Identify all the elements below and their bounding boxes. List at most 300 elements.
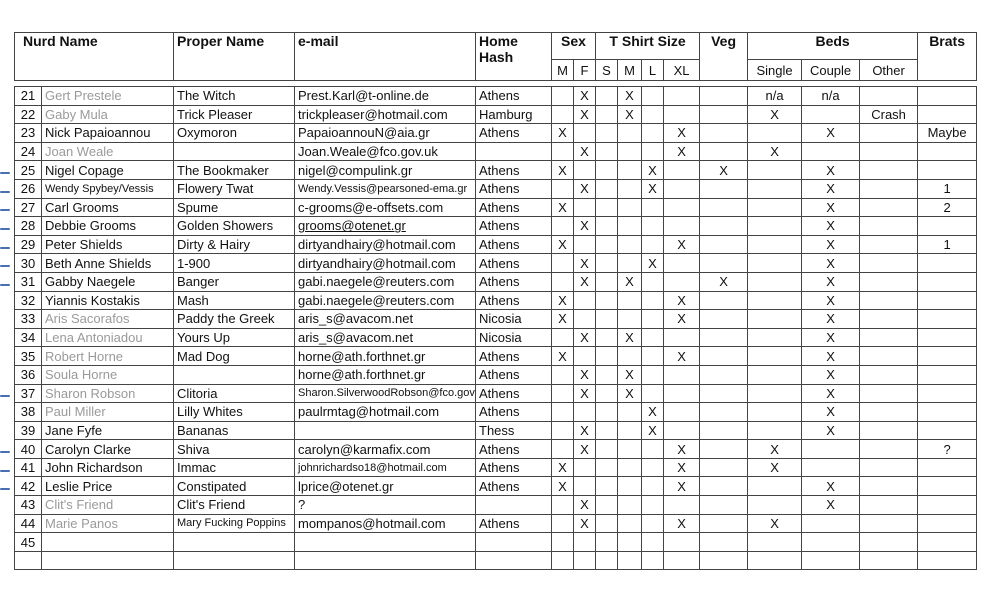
cell-ts-s	[596, 477, 618, 496]
cell-proper-name: Mad Dog	[174, 347, 295, 366]
cell-brats	[918, 514, 977, 533]
table-row	[15, 254, 977, 273]
cell-brats	[918, 254, 977, 273]
cell-sex-m	[552, 551, 574, 570]
cell-bed-single: X	[748, 514, 802, 533]
cell-sex-m	[552, 217, 574, 236]
cell-home-hash: Athens	[476, 384, 552, 403]
cell-nurd-name: Beth Anne Shields	[42, 254, 174, 273]
cell-veg: X	[700, 272, 748, 291]
cell-bed-other	[860, 440, 918, 459]
cell-nurd-name: Debbie Grooms	[42, 217, 174, 236]
roster-body	[15, 87, 977, 570]
cell-proper-name	[174, 551, 295, 570]
cell-ts-l	[642, 496, 664, 515]
cell-number: 30	[15, 254, 42, 273]
cell-ts-l: X	[642, 179, 664, 198]
cell-sex-f: X	[574, 217, 596, 236]
cell-ts-m	[618, 496, 642, 515]
cell-veg	[700, 384, 748, 403]
cell-veg	[700, 365, 748, 384]
cell-veg	[700, 198, 748, 217]
cell-nurd-name: Gabby Naegele	[42, 272, 174, 291]
cell-proper-name: Trick Pleaser	[174, 105, 295, 124]
cell-email: aris_s@avacom.net	[295, 328, 476, 347]
cell-ts-s	[596, 217, 618, 236]
cell-ts-xl: X	[664, 142, 700, 161]
cell-bed-other	[860, 365, 918, 384]
cell-ts-l	[642, 198, 664, 217]
cell-ts-m	[618, 310, 642, 329]
cell-ts-xl	[664, 328, 700, 347]
cell-bed-single	[748, 365, 802, 384]
cell-bed-single	[748, 310, 802, 329]
cell-proper-name: 1-900	[174, 254, 295, 273]
cell-number: 37	[15, 384, 42, 403]
cell-ts-m	[618, 161, 642, 180]
cell-sex-m: X	[552, 198, 574, 217]
cell-number: 23	[15, 124, 42, 143]
cell-home-hash: Athens	[476, 458, 552, 477]
cell-sex-f: X	[574, 179, 596, 198]
cell-brats: ?	[918, 440, 977, 459]
cell-email: ?	[295, 496, 476, 515]
cell-sex-m	[552, 403, 574, 422]
cell-number: 32	[15, 291, 42, 310]
cell-ts-l: X	[642, 421, 664, 440]
col-ts-s: S	[596, 60, 618, 81]
cell-ts-s	[596, 403, 618, 422]
cell-proper-name: Shiva	[174, 440, 295, 459]
cell-bed-couple: X	[802, 347, 860, 366]
cell-bed-other	[860, 179, 918, 198]
cell-home-hash: Athens	[476, 254, 552, 273]
cell-proper-name: Paddy the Greek	[174, 310, 295, 329]
cell-ts-xl	[664, 496, 700, 515]
cell-bed-single	[748, 124, 802, 143]
table-row	[15, 384, 977, 403]
cell-sex-f: X	[574, 142, 596, 161]
cell-veg	[700, 477, 748, 496]
cell-ts-s	[596, 291, 618, 310]
cell-ts-s	[596, 105, 618, 124]
cell-number	[15, 551, 42, 570]
cell-bed-single	[748, 235, 802, 254]
cell-home-hash: Athens	[476, 514, 552, 533]
pen-tick-mark	[0, 228, 10, 230]
cell-brats	[918, 421, 977, 440]
table-row	[15, 198, 977, 217]
cell-nurd-name: Aris Sacorafos	[42, 310, 174, 329]
cell-brats	[918, 105, 977, 124]
cell-bed-other	[860, 533, 918, 552]
cell-ts-s	[596, 310, 618, 329]
cell-bed-other	[860, 458, 918, 477]
cell-ts-l	[642, 87, 664, 106]
cell-ts-s	[596, 365, 618, 384]
cell-bed-single	[748, 533, 802, 552]
cell-home-hash: Nicosia	[476, 310, 552, 329]
cell-bed-other	[860, 551, 918, 570]
cell-bed-couple: X	[802, 477, 860, 496]
cell-ts-xl	[664, 217, 700, 236]
cell-proper-name: Mash	[174, 291, 295, 310]
cell-ts-l	[642, 551, 664, 570]
cell-bed-single	[748, 328, 802, 347]
cell-ts-s	[596, 533, 618, 552]
table-row	[15, 235, 977, 254]
col-tshirt-size: T Shirt Size	[596, 33, 700, 60]
cell-veg	[700, 458, 748, 477]
cell-nurd-name: Nigel Copage	[42, 161, 174, 180]
cell-nurd-name: Marie Panos	[42, 514, 174, 533]
col-bed-single: Single	[748, 60, 802, 81]
header-row-1	[15, 33, 977, 60]
cell-ts-l	[642, 440, 664, 459]
pen-tick-mark	[0, 395, 10, 397]
cell-ts-m: X	[618, 87, 642, 106]
cell-sex-m	[552, 440, 574, 459]
cell-brats	[918, 87, 977, 106]
cell-number: 26	[15, 179, 42, 198]
cell-ts-l: X	[642, 403, 664, 422]
cell-home-hash	[476, 496, 552, 515]
cell-brats	[918, 310, 977, 329]
col-sex-m: M	[552, 60, 574, 81]
cell-veg	[700, 291, 748, 310]
cell-bed-couple: X	[802, 421, 860, 440]
cell-sex-f	[574, 235, 596, 254]
cell-email	[295, 533, 476, 552]
cell-number: 42	[15, 477, 42, 496]
cell-number: 33	[15, 310, 42, 329]
cell-bed-other	[860, 347, 918, 366]
cell-nurd-name: Gert Prestele	[42, 87, 174, 106]
cell-ts-xl: X	[664, 514, 700, 533]
cell-email: johnrichardso18@hotmail.com	[295, 458, 476, 477]
cell-ts-xl: X	[664, 347, 700, 366]
cell-ts-m	[618, 403, 642, 422]
cell-bed-couple: X	[802, 124, 860, 143]
cell-home-hash: Athens	[476, 477, 552, 496]
cell-ts-s	[596, 440, 618, 459]
cell-home-hash: Athens	[476, 124, 552, 143]
cell-bed-couple	[802, 514, 860, 533]
cell-veg	[700, 533, 748, 552]
cell-home-hash: Athens	[476, 87, 552, 106]
cell-veg	[700, 254, 748, 273]
cell-home-hash	[476, 142, 552, 161]
table-row	[15, 440, 977, 459]
cell-proper-name: Constipated	[174, 477, 295, 496]
cell-bed-single	[748, 179, 802, 198]
cell-ts-xl	[664, 551, 700, 570]
cell-bed-couple: X	[802, 403, 860, 422]
cell-ts-m	[618, 533, 642, 552]
col-sex: Sex	[552, 33, 596, 60]
cell-veg	[700, 440, 748, 459]
cell-ts-l	[642, 458, 664, 477]
cell-home-hash: Athens	[476, 198, 552, 217]
col-home-hash	[476, 33, 552, 81]
cell-email	[295, 551, 476, 570]
cell-brats	[918, 496, 977, 515]
cell-ts-l	[642, 328, 664, 347]
cell-proper-name: Dirty & Hairy	[174, 235, 295, 254]
cell-brats	[918, 217, 977, 236]
cell-proper-name: Mary Fucking Poppins	[174, 514, 295, 533]
cell-brats	[918, 291, 977, 310]
cell-number: 28	[15, 217, 42, 236]
cell-home-hash: Hamburg	[476, 105, 552, 124]
col-bed-other: Other	[860, 60, 918, 81]
cell-nurd-name: Carolyn Clarke	[42, 440, 174, 459]
cell-bed-single	[748, 347, 802, 366]
cell-ts-xl: X	[664, 458, 700, 477]
cell-sex-m	[552, 142, 574, 161]
cell-bed-couple: X	[802, 496, 860, 515]
cell-ts-s	[596, 254, 618, 273]
cell-home-hash: Athens	[476, 347, 552, 366]
cell-number: 27	[15, 198, 42, 217]
cell-sex-f: X	[574, 514, 596, 533]
cell-sex-f	[574, 477, 596, 496]
cell-nurd-name: Joan Weale	[42, 142, 174, 161]
cell-ts-m	[618, 551, 642, 570]
cell-email: Prest.Karl@t-online.de	[295, 87, 476, 106]
table-row	[15, 496, 977, 515]
cell-email: gabi.naegele@reuters.com	[295, 272, 476, 291]
table-row	[15, 87, 977, 106]
cell-sex-f: X	[574, 440, 596, 459]
pen-tick-mark	[0, 470, 10, 472]
cell-bed-other	[860, 272, 918, 291]
cell-nurd-name: Clit's Friend	[42, 496, 174, 515]
pen-tick-mark	[0, 284, 10, 286]
cell-ts-l	[642, 124, 664, 143]
cell-email: aris_s@avacom.net	[295, 310, 476, 329]
cell-proper-name: Flowery Twat	[174, 179, 295, 198]
cell-proper-name	[174, 365, 295, 384]
cell-sex-m	[552, 105, 574, 124]
cell-sex-m: X	[552, 477, 574, 496]
cell-bed-other	[860, 217, 918, 236]
cell-proper-name: Oxymoron	[174, 124, 295, 143]
cell-ts-l	[642, 272, 664, 291]
cell-ts-l	[642, 310, 664, 329]
cell-brats	[918, 458, 977, 477]
cell-veg	[700, 124, 748, 143]
cell-bed-couple: X	[802, 272, 860, 291]
table-row	[15, 217, 977, 236]
cell-brats: Maybe	[918, 124, 977, 143]
cell-ts-l	[642, 291, 664, 310]
table-row	[15, 310, 977, 329]
cell-veg	[700, 217, 748, 236]
pen-tick-mark	[0, 191, 10, 193]
cell-bed-other	[860, 421, 918, 440]
table-row	[15, 124, 977, 143]
cell-bed-other: Crash	[860, 105, 918, 124]
cell-email: dirtyandhairy@hotmail.com	[295, 254, 476, 273]
cell-ts-l: X	[642, 254, 664, 273]
cell-brats	[918, 142, 977, 161]
cell-ts-xl	[664, 384, 700, 403]
cell-ts-m	[618, 440, 642, 459]
cell-number: 34	[15, 328, 42, 347]
cell-number: 39	[15, 421, 42, 440]
cell-home-hash: Thess	[476, 421, 552, 440]
cell-bed-couple: X	[802, 254, 860, 273]
cell-ts-xl: X	[664, 310, 700, 329]
cell-bed-other	[860, 328, 918, 347]
cell-bed-single: X	[748, 440, 802, 459]
cell-sex-f	[574, 403, 596, 422]
cell-home-hash	[476, 551, 552, 570]
cell-sex-m	[552, 533, 574, 552]
cell-proper-name: Yours Up	[174, 328, 295, 347]
cell-sex-f: X	[574, 496, 596, 515]
cell-nurd-name	[42, 533, 174, 552]
cell-brats	[918, 477, 977, 496]
cell-ts-s	[596, 272, 618, 291]
cell-email: c-grooms@e-offsets.com	[295, 198, 476, 217]
pen-tick-mark	[0, 265, 10, 267]
col-sex-f: F	[574, 60, 596, 81]
cell-veg	[700, 87, 748, 106]
cell-sex-m	[552, 421, 574, 440]
cell-nurd-name: Paul Miller	[42, 403, 174, 422]
cell-ts-xl	[664, 105, 700, 124]
pen-tick-mark	[0, 209, 10, 211]
cell-number: 44	[15, 514, 42, 533]
cell-home-hash: Nicosia	[476, 328, 552, 347]
cell-bed-other	[860, 87, 918, 106]
cell-proper-name: Clitoria	[174, 384, 295, 403]
cell-sex-m	[552, 254, 574, 273]
cell-sex-f	[574, 533, 596, 552]
cell-email: gabi.naegele@reuters.com	[295, 291, 476, 310]
cell-sex-f: X	[574, 105, 596, 124]
cell-veg	[700, 328, 748, 347]
cell-ts-m	[618, 124, 642, 143]
cell-sex-m	[552, 496, 574, 515]
cell-nurd-name: Gaby Mula	[42, 105, 174, 124]
table-row	[15, 142, 977, 161]
cell-ts-s	[596, 514, 618, 533]
cell-sex-m: X	[552, 235, 574, 254]
cell-bed-single	[748, 403, 802, 422]
cell-ts-xl	[664, 272, 700, 291]
cell-ts-l	[642, 477, 664, 496]
cell-bed-single: X	[748, 458, 802, 477]
cell-ts-l	[642, 533, 664, 552]
cell-brats: 2	[918, 198, 977, 217]
cell-ts-s	[596, 421, 618, 440]
table-row	[15, 291, 977, 310]
cell-number: 35	[15, 347, 42, 366]
cell-nurd-name	[42, 551, 174, 570]
cell-sex-f: X	[574, 328, 596, 347]
cell-email: carolyn@karmafix.com	[295, 440, 476, 459]
cell-veg	[700, 310, 748, 329]
cell-nurd-name: Jane Fyfe	[42, 421, 174, 440]
cell-ts-s	[596, 235, 618, 254]
col-veg: Veg	[700, 33, 748, 81]
cell-proper-name: Spume	[174, 198, 295, 217]
cell-bed-other	[860, 477, 918, 496]
cell-ts-xl	[664, 179, 700, 198]
cell-ts-xl	[664, 161, 700, 180]
cell-bed-single: X	[748, 142, 802, 161]
cell-number: 21	[15, 87, 42, 106]
cell-ts-l	[642, 347, 664, 366]
cell-number: 43	[15, 496, 42, 515]
cell-sex-f: X	[574, 254, 596, 273]
cell-bed-single	[748, 496, 802, 515]
pen-tick-mark	[0, 451, 10, 453]
cell-proper-name: The Witch	[174, 87, 295, 106]
cell-ts-s	[596, 458, 618, 477]
cell-bed-single: X	[748, 105, 802, 124]
table-row	[15, 514, 977, 533]
cell-nurd-name: Yiannis Kostakis	[42, 291, 174, 310]
cell-ts-xl: X	[664, 235, 700, 254]
cell-number: 45	[15, 533, 42, 552]
cell-bed-other	[860, 403, 918, 422]
cell-sex-m: X	[552, 124, 574, 143]
cell-number: 41	[15, 458, 42, 477]
home-hash-label: Home Hash	[479, 33, 518, 65]
cell-ts-xl	[664, 533, 700, 552]
cell-ts-xl: X	[664, 124, 700, 143]
cell-ts-m	[618, 217, 642, 236]
cell-bed-couple: X	[802, 291, 860, 310]
table-row	[15, 272, 977, 291]
cell-sex-f	[574, 198, 596, 217]
cell-home-hash: Athens	[476, 161, 552, 180]
cell-ts-m: X	[618, 384, 642, 403]
cell-ts-s	[596, 124, 618, 143]
cell-ts-m: X	[618, 365, 642, 384]
cell-brats	[918, 365, 977, 384]
cell-email: PapaioannouN@aia.gr	[295, 124, 476, 143]
cell-nurd-name: Soula Horne	[42, 365, 174, 384]
cell-veg	[700, 403, 748, 422]
cell-brats: 1	[918, 179, 977, 198]
cell-ts-l	[642, 365, 664, 384]
cell-veg	[700, 179, 748, 198]
cell-bed-other	[860, 291, 918, 310]
cell-bed-single	[748, 477, 802, 496]
col-email: e-mail	[295, 33, 476, 81]
cell-sex-f	[574, 458, 596, 477]
cell-ts-m: X	[618, 328, 642, 347]
cell-sex-m: X	[552, 458, 574, 477]
cell-bed-single	[748, 161, 802, 180]
cell-home-hash: Athens	[476, 403, 552, 422]
cell-sex-m	[552, 179, 574, 198]
cell-ts-m	[618, 421, 642, 440]
cell-ts-xl: X	[664, 477, 700, 496]
cell-sex-f: X	[574, 365, 596, 384]
cell-bed-couple	[802, 458, 860, 477]
table-row	[15, 105, 977, 124]
cell-brats	[918, 403, 977, 422]
col-bed-couple: Couple	[802, 60, 860, 81]
cell-bed-single	[748, 254, 802, 273]
cell-ts-xl: X	[664, 291, 700, 310]
